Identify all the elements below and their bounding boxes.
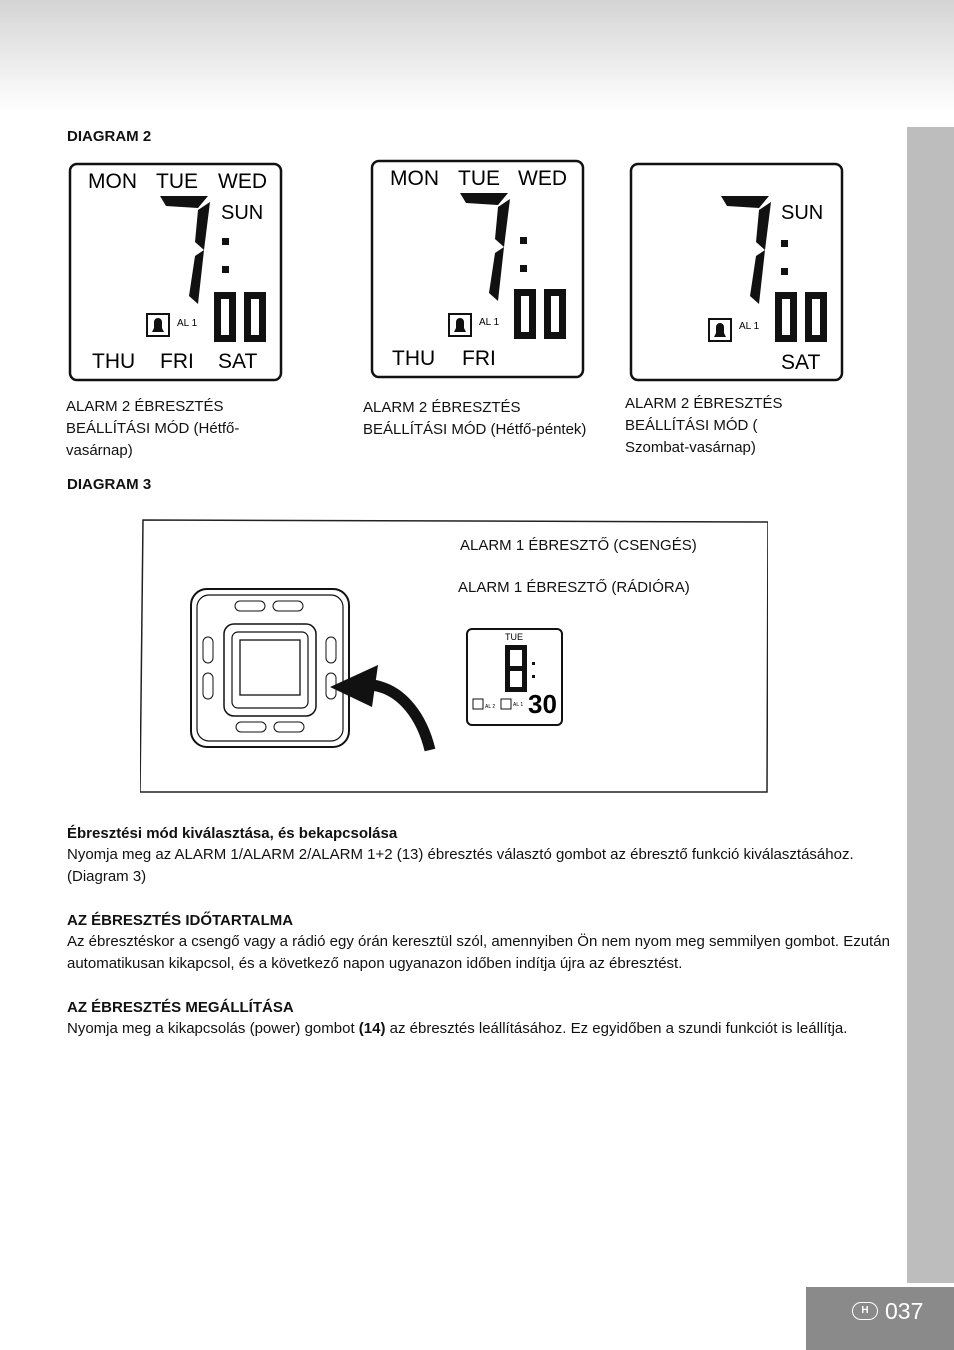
day-label: MON (88, 170, 137, 193)
day-label: TUE (505, 632, 523, 642)
device-illustration (191, 589, 349, 747)
caption-panel-3: ALARM 2 ÉBRESZTÉS BEÁLLÍTÁSI MÓD ( Szombat-vasárnap) (625, 395, 783, 456)
day-label: SUN (221, 202, 264, 224)
day-label: SAT (218, 350, 258, 373)
diagram3-line2: ALARM 1 ÉBRESZTŐ (RÁDIÓRA) (458, 579, 690, 596)
day-label: WED (218, 170, 267, 193)
diagram3-frame (140, 517, 768, 793)
section-body: Nyomja meg a kikapcsolás (power) gombot (14) az ébresztés leállításához. Ez egyidőben a szundi funkciót is leállítja. (67, 1020, 848, 1037)
caption-panel-1: ALARM 2 ÉBRESZTÉS BEÁLLÍTÁSI MÓD (Hétfő- vasárnap) (66, 398, 240, 459)
section-title: AZ ÉBRESZTÉS MEGÁLLÍTÁSA (67, 999, 294, 1016)
day-label: MON (390, 167, 439, 190)
diagram2-label: DIAGRAM 2 (67, 128, 152, 145)
caption-panel-2: ALARM 2 ÉBRESZTÉS BEÁLLÍTÁSI MÓD (Hétfő-péntek) (363, 399, 587, 438)
day-label: THU (392, 347, 436, 370)
alarm-tag: AL 1 (739, 321, 760, 332)
page-number-box (806, 1287, 954, 1350)
section-title: Ébresztési mód kiválasztása, és bekapcsolása (67, 825, 398, 842)
section-body: Az ébresztéskor a csengő vagy a rádió egy órán keresztül szól, amennyiben Ön nem nyom meg semmilyen gombot. Ezután automatikusan kikapcsol, és a következő napon ugyanazon időben indítja újra az ébresztést. (67, 933, 890, 972)
alarm-tag: AL 1 (513, 702, 524, 708)
language-badge: H (852, 1302, 878, 1320)
day-label: FRI (462, 347, 496, 370)
minutes-digits: 30 (528, 689, 557, 719)
diagram3-label: DIAGRAM 3 (67, 476, 152, 493)
lcd-closeup (467, 629, 562, 725)
day-label: SUN (781, 202, 824, 224)
page-number: 037 (885, 1298, 924, 1324)
section-title: AZ ÉBRESZTÉS IDŐTARTALMA (67, 912, 294, 929)
day-label: FRI (160, 350, 194, 373)
day-label: SAT (781, 351, 821, 374)
alarm-tag: AL 1 (177, 318, 198, 329)
alarm-tag: AL 2 (485, 704, 496, 710)
day-label: THU (92, 350, 136, 373)
day-label: TUE (458, 167, 500, 190)
section-body: Nyomja meg az ALARM 1/ALARM 2/ALARM 1+2 (13) ébresztés választó gombot az ébresztő funkció kiválasztásához. (Diagram 3) (67, 846, 854, 885)
diagram3-line1: ALARM 1 ÉBRESZTŐ (CSENGÉS) (460, 537, 697, 554)
lcd-panel-1 (68, 162, 285, 384)
side-tab (907, 127, 954, 1283)
bell-icon (501, 699, 511, 709)
lcd-panel-2 (370, 159, 587, 381)
header-gradient (0, 0, 954, 112)
day-label: TUE (156, 170, 198, 193)
alarm-tag: AL 1 (479, 317, 500, 328)
day-label: WED (518, 167, 567, 190)
lcd-panel-3 (629, 162, 846, 384)
